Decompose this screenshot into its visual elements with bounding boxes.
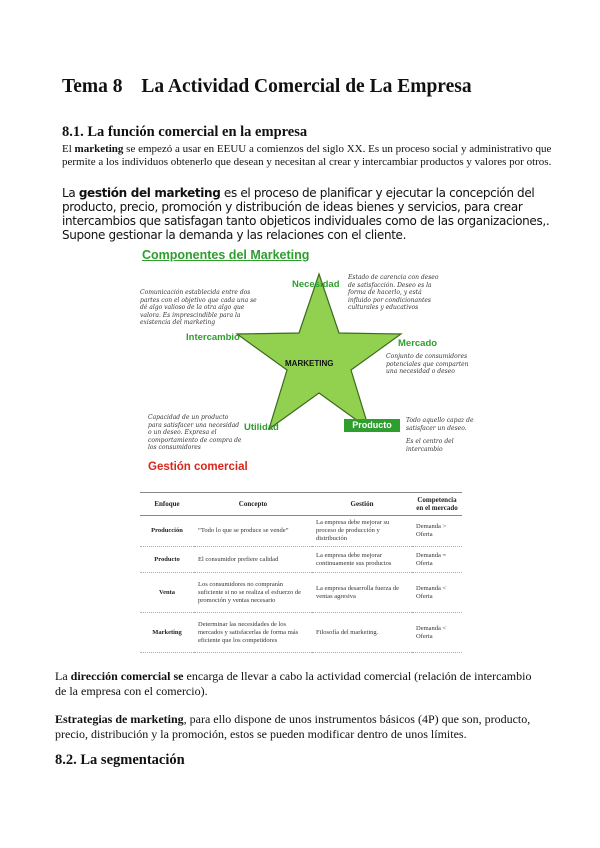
note-utilidad: Capacidad de un producto para satisfacer una necesidad o un deseo. Expresa el comportamiento de compra de los consumidores bbox=[148, 414, 242, 451]
label-mercado: Mercado bbox=[398, 338, 438, 349]
col-competencia: Competencia en el mercado bbox=[412, 493, 462, 516]
bold-term: marketing bbox=[74, 143, 124, 155]
cell: Demanda < Oferta bbox=[412, 573, 462, 613]
cell: Producción bbox=[140, 516, 194, 547]
col-gestion: Gestión bbox=[312, 493, 412, 516]
cell: Determinar las necesidades de los mercados y satisfacerlas de forma más eficiente que los competidores bbox=[194, 613, 312, 653]
cell: Los consumidores no comprarán suficiente si no se realiza el esfuerzo de promoción y ventas necesario bbox=[194, 573, 312, 613]
table-row bbox=[140, 573, 462, 613]
label-utilidad: Utilidad bbox=[244, 422, 279, 433]
note-intercambio: Comunicación establecida entre dos partes con el objetivo que cada una se dé algo valioso de la otra algo que valora. Es imprescindible para la existencia del marketing bbox=[140, 289, 257, 326]
table-header-row bbox=[140, 493, 462, 516]
paragraph-gestion-marketing bbox=[62, 186, 552, 242]
paragraph-marketing bbox=[62, 143, 552, 169]
text: La bbox=[62, 186, 79, 200]
note-producto-a: Todo aquello capaz de satisfacer un deseo. bbox=[406, 417, 474, 432]
text: El bbox=[62, 143, 75, 155]
section-heading-8-2: 8.2. La segmentación bbox=[55, 752, 185, 768]
cell: La empresa debe mejorar continuamente sus productos bbox=[312, 547, 412, 573]
label-necesidad: Necesidad bbox=[292, 279, 340, 290]
cell: Producto bbox=[140, 547, 194, 573]
cell: Demanda < Oferta bbox=[412, 613, 462, 653]
cell: Marketing bbox=[140, 613, 194, 653]
cell: La empresa desarrolla fuerza de ventas agresiva bbox=[312, 573, 412, 613]
cell: Filosofía del marketing. bbox=[312, 613, 412, 653]
star-center-label: MARKETING bbox=[285, 359, 334, 368]
section-heading-8-1: 8.1. La función comercial en la empresa bbox=[62, 124, 308, 140]
bold-term: Estrategias de marketing bbox=[55, 712, 184, 726]
bold-term: gestión del marketing bbox=[78, 186, 221, 200]
label-intercambio: Intercambio bbox=[186, 332, 240, 343]
text: se empezó a usar en EEUU a comienzos del siglo XX. Es un proceso social y administrativo que permite a los individuos obtenerlo que desean y necesitan al crear y intercambiar productos y valores por otros. bbox=[62, 143, 552, 168]
topic-number: Tema 8 bbox=[62, 76, 123, 97]
table-row bbox=[140, 613, 462, 653]
note-mercado: Conjunto de consumidores potenciales que comparten una necesidad o deseo bbox=[386, 353, 469, 375]
label-producto: Producto bbox=[344, 419, 400, 432]
paragraph-estrategias bbox=[55, 712, 545, 742]
note-necesidad: Estado de carencia con deseo de satisfacción. Deseo es la forma de hacerlo, y está influido por condicionantes culturales y educativos bbox=[348, 274, 439, 311]
cell: Demanda = Oferta bbox=[412, 547, 462, 573]
text: , para ello dispone de unos instrumentos básicos (4P) que son, producto, precio, distribución y la promoción, estos se pueden modificar dentro de unos límites. bbox=[55, 712, 531, 741]
cell: Venta bbox=[140, 573, 194, 613]
table-row bbox=[140, 547, 462, 573]
bold-term: dirección comercial se bbox=[70, 669, 184, 683]
marketing-components-diagram bbox=[136, 246, 476, 478]
topic-title: La Actividad Comercial de La Empresa bbox=[141, 76, 472, 97]
cell: La empresa debe mejorar su proceso de producción y distribución bbox=[312, 516, 412, 547]
col-enfoque: Enfoque bbox=[140, 493, 194, 516]
cell: Demanda > Oferta bbox=[412, 516, 462, 547]
diagram-title: Componentes del Marketing bbox=[142, 248, 310, 262]
text: es el proceso de planificar y ejecutar la concepción del producto, precio, promoción y distribución de ideas bienes y servicios, para crear intercambios que satisfagan tanto objeticos individuales como de las organizaciones,. Supone gestionar la demanda y las relaciones con el cliente. bbox=[62, 186, 550, 242]
cell: El consumidor prefiere calidad bbox=[194, 547, 312, 573]
commercial-management-table bbox=[140, 492, 462, 653]
paragraph-direccion-comercial bbox=[55, 669, 545, 699]
cell: “Todo lo que se produce se vende” bbox=[194, 516, 312, 547]
col-concepto: Concepto bbox=[194, 493, 312, 516]
table-row bbox=[140, 516, 462, 547]
note-producto-b: Es el centro del intercambio bbox=[406, 438, 454, 453]
text: encarga de llevar a cabo la actividad comercial (relación de intercambio de la empresa con el comercio). bbox=[55, 669, 532, 698]
page-title bbox=[62, 76, 472, 98]
gestion-comercial-label: Gestión comercial bbox=[148, 461, 248, 473]
text: La bbox=[55, 669, 71, 683]
